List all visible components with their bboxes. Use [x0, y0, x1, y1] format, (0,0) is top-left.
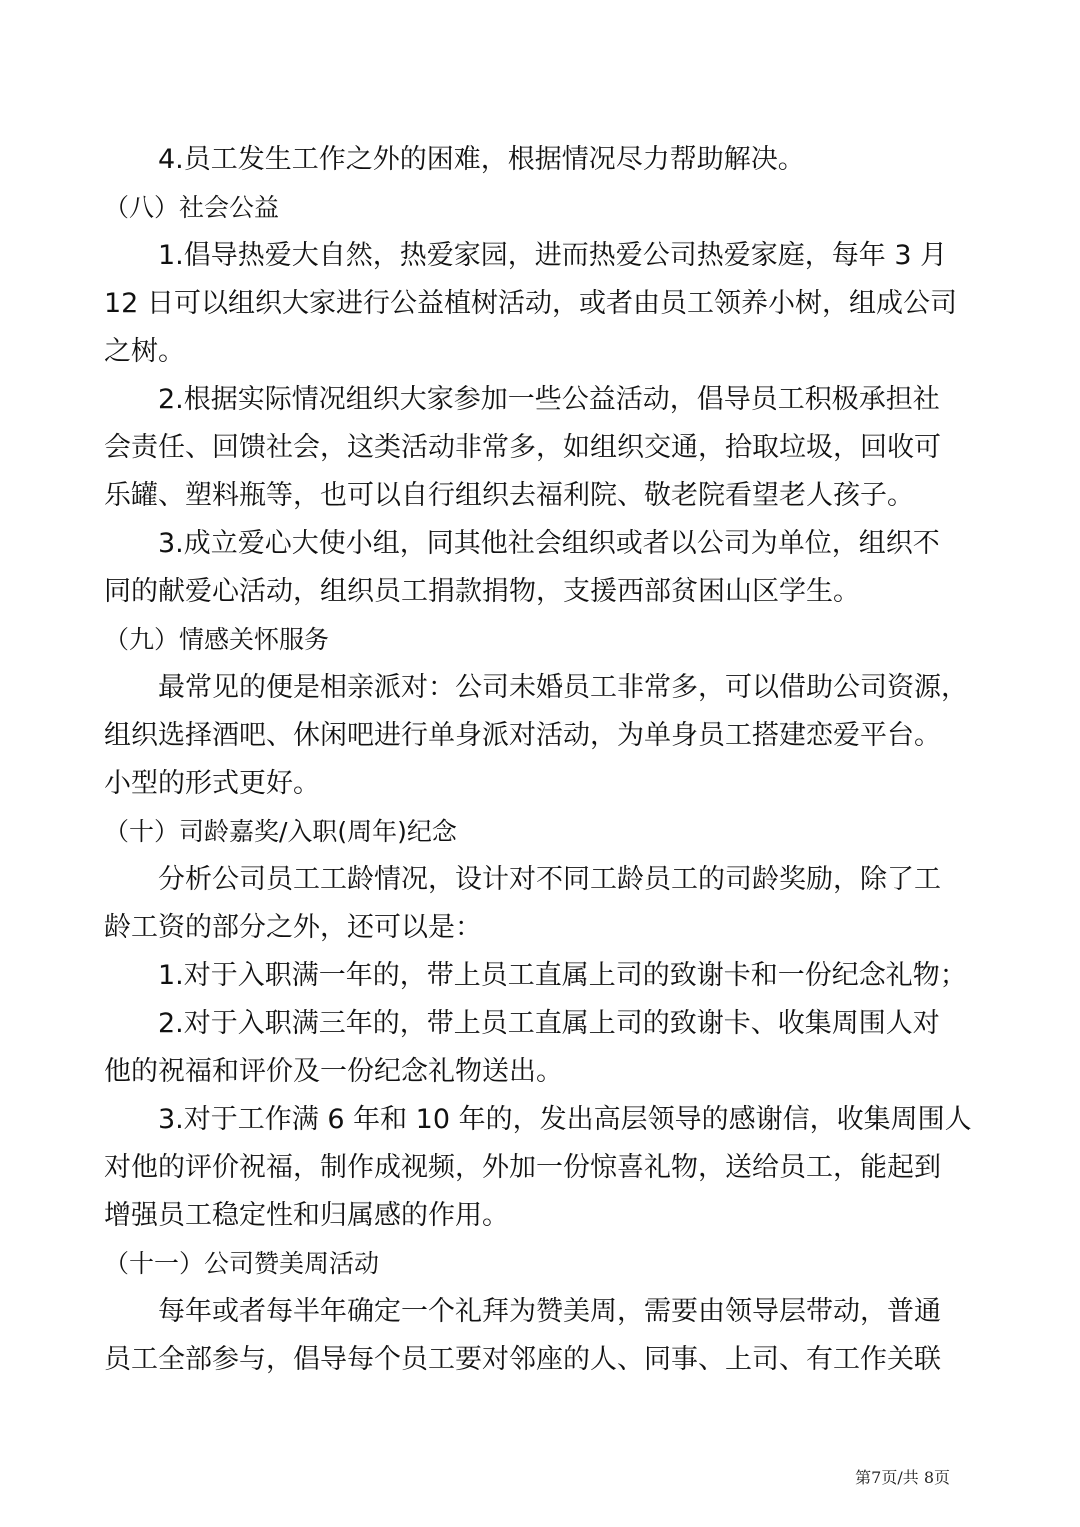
text-line: 小型的形式更好。: [104, 768, 320, 799]
text-line: 2.对于入职满三年的，带上员工直属上司的致谢卡、收集周围人对: [158, 1008, 940, 1039]
text-line: 他的祝福和评价及一份纪念礼物送出。: [104, 1056, 563, 1087]
text-line: 对他的评价祝福，制作成视频，外加一份惊喜礼物，送给员工，能起到: [104, 1152, 941, 1183]
text-line: 1.倡导热爱大自然，热爱家园，进而热爱公司热爱家庭，每年 3 月: [158, 240, 948, 271]
text-line: 1.对于入职满一年的，带上员工直属上司的致谢卡和一份纪念礼物；: [158, 960, 967, 991]
text-line: 龄工资的部分之外，还可以是：: [104, 912, 482, 943]
text-line: 员工全部参与，倡导每个员工要对邻座的人、同事、上司、有工作关联: [104, 1344, 941, 1375]
text-line: 每年或者每半年确定一个礼拜为赞美周，需要由领导层带动，普通: [158, 1296, 941, 1327]
page-number-footer: 第7页/共 8页: [855, 1468, 950, 1487]
text-line: 会责任、回馈社会，这类活动非常多，如组织交通，拾取垃圾，回收可: [104, 432, 941, 463]
text-line: 3.对于工作满 6 年和 10 年的，发出高层领导的感谢信，收集周围人: [158, 1104, 972, 1135]
text-line: 分析公司员工工龄情况，设计对不同工龄员工的司龄奖励，除了工: [158, 864, 941, 895]
section-heading: （九）情感关怀服务: [104, 625, 330, 654]
text-line: 增强员工稳定性和归属感的作用。: [104, 1200, 509, 1231]
text-line: 之树。: [104, 336, 185, 367]
text-line: 3.成立爱心大使小组，同其他社会组织或者以公司为单位，组织不: [158, 528, 940, 559]
document-body: [104, 136, 972, 1384]
text-line: 乐罐、塑料瓶等，也可以自行组织去福利院、敬老院看望老人孩子。: [104, 480, 914, 511]
text-line: 2.根据实际情况组织大家参加一些公益活动，倡导员工积极承担社: [158, 384, 940, 415]
section-heading: （十一）公司赞美周活动: [104, 1249, 380, 1278]
text-line: 12 日可以组织大家进行公益植树活动，或者由员工领养小树，组成公司: [104, 288, 957, 319]
text-line: 最常见的便是相亲派对：公司未婚员工非常多，可以借助公司资源，: [158, 672, 968, 703]
text-line: 同的献爱心活动，组织员工捐款捐物，支援西部贫困山区学生。: [104, 576, 860, 607]
text-line: 4.员工发生工作之外的困难，根据情况尽力帮助解决。: [158, 144, 805, 175]
section-heading: （八）社会公益: [104, 193, 280, 222]
section-heading: （十）司龄嘉奖/入职(周年)纪念: [104, 817, 457, 846]
text-line: 组织选择酒吧、休闲吧进行单身派对活动，为单身员工搭建恋爱平台。: [104, 720, 941, 751]
